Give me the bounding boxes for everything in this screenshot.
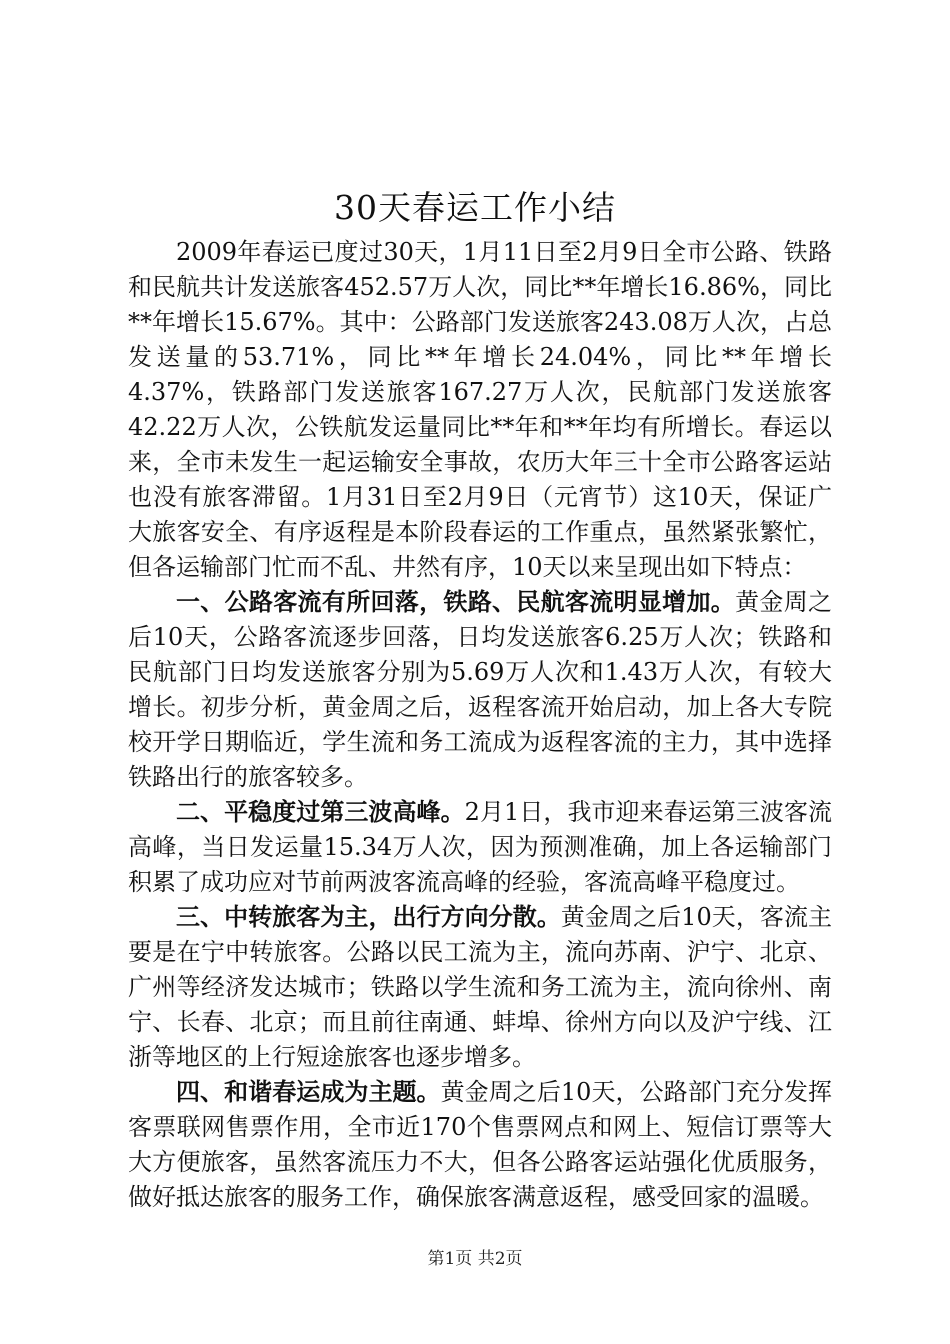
paragraph-lead: 三、中转旅客为主，出行方向分散。: [176, 903, 561, 931]
paragraph-point-2: [128, 795, 832, 900]
paragraph-text: 黄金周之后10天，公路客流逐步回落，日均发送旅客6.25万人次；铁路和民航部门日均发送旅客分别为5.69万人次和1.43万人次，有较大增长。初步分析，黄金周之后，返程客流开始启动，加上各大专院校开学日期临近，学生流和务工流成为返程客流的主力，其中选择铁路出行的旅客较多。: [128, 588, 833, 791]
paragraph-lead: 一、公路客流有所回落，铁路、民航客流明显增加。: [176, 588, 736, 616]
paragraph-text: 2009年春运已度过30天，1月11日至2月9日全市公路、铁路和民航共计发送旅客452.57万人次，同比**年增长16.86%，同比**年增长15.67%。其中：公路部门发送旅客243.08万人次，占总发送量的53.71%，同比**年增长24.04%，同比**年增长4.37%，铁路部门发送旅客167.27万人次，民航部门发送旅客42.22万人次，公铁航发运量同比**年和**年均有所增长。春运以来，全市未发生一起运输安全事故，农历大年三十全市公路客运站也没有旅客滞留。1月31日至2月9日（元宵节）这10天，保证广大旅客安全、有序返程是本阶段春运的工作重点，虽然紧张繁忙，但各运输部门忙而不乱、井然有序，10天以来呈现出如下特点：: [128, 238, 832, 581]
document-title: 30天春运工作小结: [334, 188, 616, 227]
paragraph-point-4: [128, 1075, 832, 1215]
paragraph-point-3: [128, 900, 832, 1075]
paragraph-lead: 四、和谐春运成为主题。: [176, 1078, 441, 1106]
paragraph-text: 黄金周之后10天，公路部门充分发挥客票联网售票作用，全市近170个售票网点和网上、短信订票等大大方便旅客，虽然客流压力不大，但各公路客运站强化优质服务，做好抵达旅客的服务工作，确保旅客满意返程，感受回家的温暖。: [128, 1078, 833, 1211]
paragraph-text: 2月1日，我市迎来春运第三波客流高峰，当日发运量15.34万人次，因为预测准确，加上各运输部门积累了成功应对节前两波客流高峰的经验，客流高峰平稳度过。: [128, 798, 833, 896]
document-body: [128, 235, 832, 1215]
paragraph-point-1: [128, 585, 832, 795]
page-number-footer: 第1页 共2页: [427, 1249, 523, 1269]
paragraph-text: 黄金周之后10天，客流主要是在宁中转旅客。公路以民工流为主，流向苏南、沪宁、北京、广州等经济发达城市；铁路以学生流和务工流为主，流向徐州、南宁、长春、北京；而且前往南通、蚌埠、徐州方向以及沪宁线、江浙等地区的上行短途旅客也逐步增多。: [128, 903, 833, 1071]
paragraph-lead: 二、平稳度过第三波高峰。: [176, 798, 465, 826]
paragraph-intro: [128, 235, 832, 585]
